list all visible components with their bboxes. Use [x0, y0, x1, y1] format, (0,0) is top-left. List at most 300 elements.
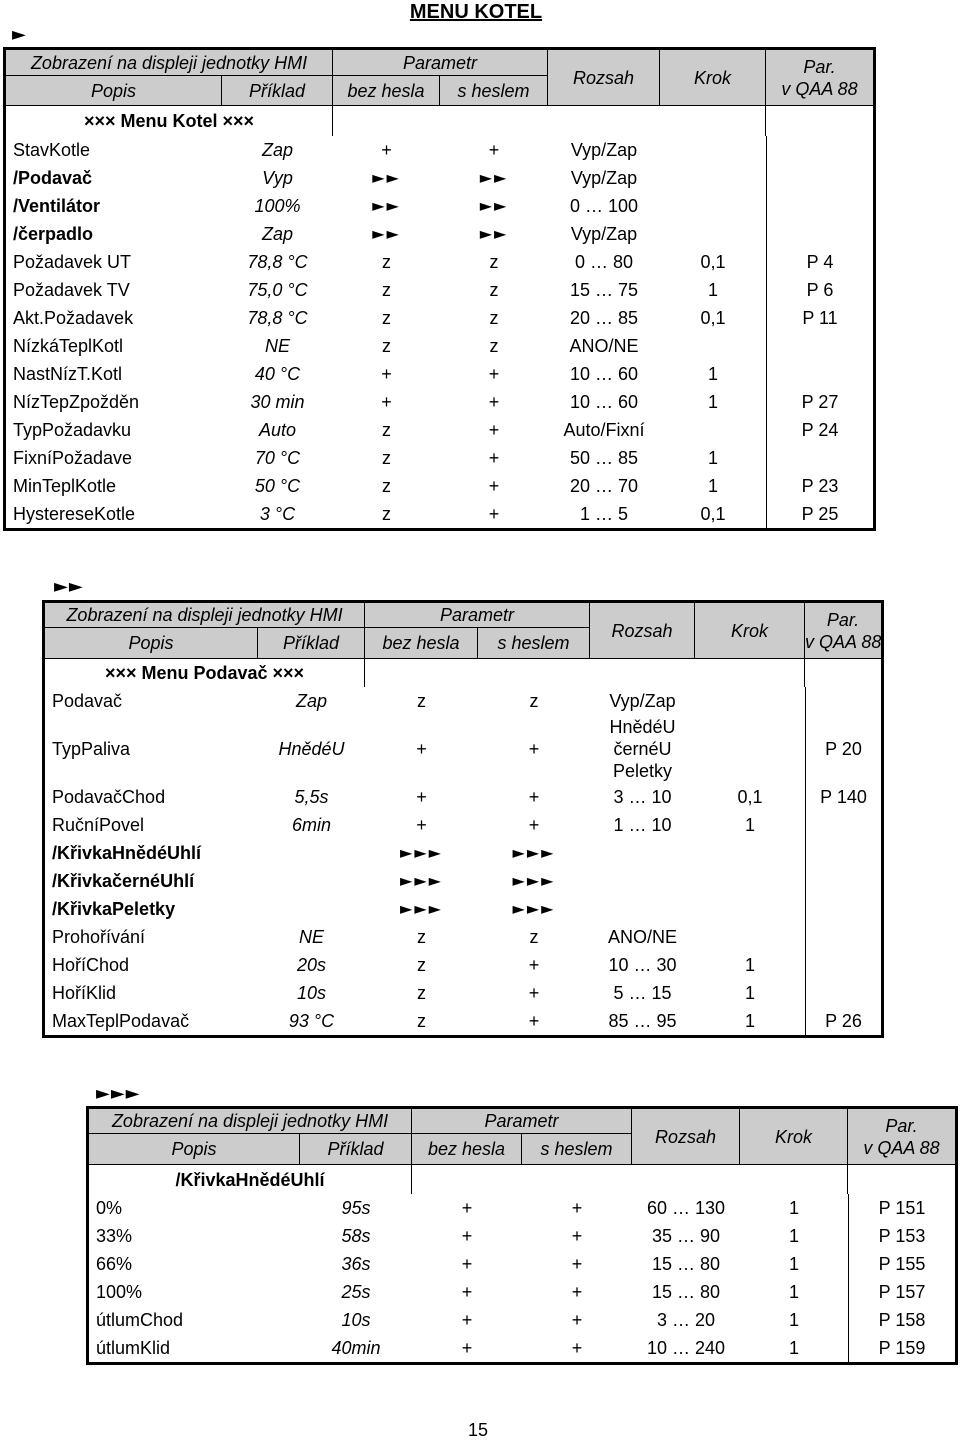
cell-example: Vyp: [262, 168, 293, 188]
cell-range: 85 … 95: [608, 1011, 677, 1031]
cell-par: P 11: [766, 304, 873, 332]
cell-par: [805, 923, 881, 951]
cell-example: Zap: [261, 140, 294, 160]
cell-range: 1 … 5: [580, 504, 629, 524]
cell-description: útlumKlid: [96, 1338, 171, 1358]
table-row: [89, 1194, 955, 1222]
header-par-line2: v QAA 88: [781, 78, 858, 99]
cell-par: [805, 839, 881, 867]
header-par-line1: Par.: [885, 1115, 918, 1136]
cell-step: 1: [708, 280, 719, 300]
section-spacer: [365, 659, 805, 687]
cell-description: /Ventilátor: [13, 196, 101, 216]
cell-step: [695, 867, 805, 895]
cell-description: /KřivkačernéUhlí: [52, 871, 195, 891]
cell-par: P 153: [848, 1222, 955, 1250]
header-description: Popis: [6, 76, 222, 106]
cell-par: P 26: [805, 1007, 881, 1035]
cell-with-password: z: [489, 280, 499, 300]
cell-description: 66%: [96, 1254, 133, 1274]
cell-with-password: +: [528, 787, 540, 807]
cell-with-password: ►►: [479, 168, 509, 187]
header-with-password: s heslem: [440, 76, 548, 106]
cell-par: [805, 895, 881, 923]
cell-with-password: +: [488, 420, 500, 440]
cell-without-password: z: [417, 955, 427, 975]
cell-example: 40 °C: [254, 364, 301, 384]
cell-description: 33%: [96, 1226, 133, 1246]
cell-without-password: +: [461, 1254, 473, 1274]
cell-range: 35 … 90: [651, 1226, 721, 1246]
section-marker: ►►►: [96, 1083, 141, 1104]
cell-without-password: z: [382, 420, 392, 440]
cell-example: 93 °C: [288, 1011, 335, 1031]
cell-par: [805, 951, 881, 979]
cell-par: [805, 867, 881, 895]
cell-range: Vyp/Zap: [609, 691, 676, 711]
table-row: [45, 951, 881, 979]
section-title: /KřivkaHnědéUhlí: [89, 1165, 412, 1194]
cell-description: Požadavek TV: [13, 280, 130, 300]
cell-example: NE: [265, 336, 291, 356]
header-example: Příklad: [222, 76, 333, 106]
cell-with-password: +: [488, 364, 500, 384]
boiler-menu-table: [3, 47, 876, 531]
table-row: [89, 1278, 955, 1306]
header-parameter: Parametr: [365, 603, 590, 628]
cell-description: TypPaliva: [52, 739, 131, 759]
cell-description: HoříKlid: [52, 983, 117, 1003]
cell-example: 95s: [341, 1198, 371, 1218]
cell-description: RučníPovel: [52, 815, 145, 835]
cell-without-password: z: [382, 476, 392, 496]
header-step: Krok: [660, 50, 766, 106]
header-par-qaa88: [766, 50, 873, 106]
cell-description: útlumChod: [96, 1310, 184, 1330]
cell-range: 10 … 240: [646, 1338, 726, 1358]
cell-par: P 4: [766, 248, 873, 276]
cell-without-password: +: [381, 364, 392, 384]
section-row: [6, 106, 873, 136]
cell-without-password: ►►►: [400, 871, 443, 890]
cell-step: [660, 136, 766, 164]
cell-example: [258, 839, 365, 867]
header-hmi-display: Zobrazení na displeji jednotky HMI: [89, 1109, 412, 1134]
header-parameter: Parametr: [412, 1109, 632, 1134]
table-row: [6, 332, 873, 360]
cell-without-password: ►►: [372, 224, 401, 243]
cell-without-password: z: [417, 1011, 427, 1031]
cell-without-password: +: [416, 815, 427, 835]
cell-example: 10s: [296, 983, 327, 1003]
cell-step: [660, 164, 766, 192]
table-row: [6, 360, 873, 388]
cell-step: [695, 839, 805, 867]
header-example: Příklad: [258, 628, 365, 659]
cell-range: 15 … 75: [569, 280, 639, 300]
cell-example: Auto: [258, 420, 297, 440]
cell-description: Prohořívání: [52, 927, 146, 947]
cell-range: 5 … 15: [613, 983, 672, 1003]
cell-with-password: z: [489, 252, 499, 272]
header-parameter: Parametr: [333, 50, 548, 76]
cell-range: [590, 839, 695, 867]
cell-description: Akt.Požadavek: [13, 308, 134, 328]
table-row: [45, 811, 881, 839]
cell-without-password: z: [382, 252, 392, 272]
table-row: [89, 1334, 955, 1362]
cell-range: 20 … 85: [569, 308, 639, 328]
table-row: [6, 304, 873, 332]
cell-example: 50 °C: [254, 476, 301, 496]
cell-without-password: +: [461, 1226, 473, 1246]
cell-without-password: z: [382, 336, 392, 356]
table-row: [6, 472, 873, 500]
header-step: Krok: [740, 1109, 848, 1165]
cell-range: [590, 867, 695, 895]
cell-par: P 157: [848, 1278, 955, 1306]
header-par-line1: Par.: [826, 609, 860, 630]
cell-step: 1: [708, 476, 719, 496]
section-par-cell: [805, 659, 881, 687]
header-example: Příklad: [300, 1134, 412, 1165]
cell-step: 1: [789, 1198, 800, 1218]
feeder-menu-table: [42, 600, 884, 1038]
cell-step: 1: [745, 955, 756, 975]
cell-step: [695, 923, 805, 951]
cell-description: Požadavek UT: [13, 252, 132, 272]
cell-range: 3 … 20: [656, 1310, 716, 1330]
cell-par: P 27: [766, 388, 873, 416]
cell-step: 1: [789, 1254, 800, 1274]
table-row: [6, 248, 873, 276]
header-without-password: bez hesla: [365, 628, 478, 659]
section-row: [89, 1165, 955, 1194]
cell-with-password: +: [528, 983, 540, 1003]
cell-par: [805, 687, 881, 715]
cell-without-password: ►►: [372, 168, 401, 187]
cell-without-password: z: [382, 448, 392, 468]
cell-step: 0,1: [737, 787, 763, 807]
cell-range: [590, 715, 695, 783]
cell-with-password: +: [528, 955, 540, 975]
cell-with-password: +: [488, 448, 500, 468]
cell-example: 3 °C: [259, 504, 296, 524]
cell-range: Vyp/Zap: [570, 140, 638, 160]
cell-par: P 23: [766, 472, 873, 500]
header-with-password: s heslem: [478, 628, 590, 659]
cell-par: [766, 444, 873, 472]
cell-par: [766, 136, 873, 164]
cell-example: 70 °C: [254, 448, 301, 468]
section-title: ××× Menu Podavač ×××: [45, 659, 365, 687]
cell-par: P 6: [766, 276, 873, 304]
cell-with-password: z: [489, 308, 499, 328]
cell-without-password: ►►►: [400, 843, 443, 862]
cell-step: 1: [789, 1310, 800, 1330]
cell-description: /Podavač: [13, 168, 93, 188]
cell-range: 50 … 85: [569, 448, 639, 468]
cell-line: HnědéU: [609, 717, 676, 737]
cell-description: HoříChod: [52, 955, 130, 975]
cell-par: [805, 979, 881, 1007]
cell-without-password: +: [461, 1310, 473, 1330]
table-row: [45, 1007, 881, 1035]
table-row: [45, 715, 881, 783]
cell-description: MaxTeplPodavač: [52, 1011, 190, 1031]
table-row: [6, 388, 873, 416]
cell-step: [660, 416, 766, 444]
header-par-line2: v QAA 88: [863, 1137, 940, 1158]
cell-example: 6min: [292, 815, 332, 835]
table-row: [45, 783, 881, 811]
cell-without-password: +: [461, 1198, 473, 1218]
cell-range: 3 … 10: [613, 787, 672, 807]
cell-description: FixníPožadave: [13, 448, 133, 468]
cell-par: P 20: [805, 715, 881, 783]
cell-par: P 24: [766, 416, 873, 444]
cell-step: 1: [708, 392, 719, 412]
table-row: [45, 923, 881, 951]
table-row: [89, 1306, 955, 1334]
table-body: [89, 1165, 955, 1362]
header-range: Rozsah: [548, 50, 660, 106]
cell-without-password: z: [417, 691, 427, 711]
cell-example: 75,0 °C: [247, 280, 308, 300]
cell-range: ANO/NE: [569, 336, 639, 356]
header-par-line1: Par.: [803, 56, 836, 77]
cell-example: [258, 895, 365, 923]
cell-par: [766, 220, 873, 248]
table-body: [6, 106, 873, 528]
cell-par: P 25: [766, 500, 873, 528]
table-row: [6, 136, 873, 164]
section-par-cell: [766, 106, 873, 136]
cell-without-password: +: [461, 1338, 473, 1358]
cell-with-password: z: [489, 336, 499, 356]
table-body: [45, 659, 881, 1035]
cell-example: 78,8 °C: [247, 308, 308, 328]
section-marker: ►: [12, 24, 27, 45]
cell-with-password: +: [528, 739, 540, 759]
header-range: Rozsah: [632, 1109, 740, 1165]
cell-description: /KřivkaHnědéUhlí: [52, 843, 202, 863]
cell-with-password: +: [571, 1226, 583, 1246]
cell-line: Peletky: [613, 761, 673, 781]
cell-without-password: z: [382, 308, 392, 328]
cell-par: P 140: [805, 783, 881, 811]
table-row: [45, 867, 881, 895]
cell-with-password: +: [488, 140, 500, 160]
cell-range: 60 … 130: [646, 1198, 726, 1218]
cell-step: 1: [789, 1338, 800, 1358]
cell-range: 0 … 80: [574, 252, 634, 272]
cell-description: TypPožadavku: [13, 420, 132, 440]
cell-with-password: ►►►: [512, 871, 556, 890]
cell-step: [660, 332, 766, 360]
cell-with-password: +: [571, 1282, 583, 1302]
cell-without-password: +: [416, 787, 427, 807]
table-row: [6, 192, 873, 220]
cell-with-password: z: [529, 927, 539, 947]
cell-example: 40min: [331, 1338, 381, 1358]
cell-example: 36s: [341, 1254, 371, 1274]
section-title: ××× Menu Kotel ×××: [6, 106, 333, 136]
cell-description: HystereseKotle: [13, 504, 136, 524]
header-without-password: bez hesla: [333, 76, 440, 106]
cell-range: 0 … 100: [569, 196, 639, 216]
cell-description: MinTeplKotle: [13, 476, 117, 496]
cell-with-password: ►►: [479, 196, 509, 215]
cell-step: [695, 895, 805, 923]
table-row: [6, 220, 873, 248]
cell-with-password: +: [488, 476, 500, 496]
cell-example: 25s: [341, 1282, 371, 1302]
table-row: [45, 979, 881, 1007]
cell-par: P 155: [848, 1250, 955, 1278]
cell-description: PodavačChod: [52, 787, 166, 807]
header-with-password: s heslem: [522, 1134, 632, 1165]
cell-step: 1: [745, 1011, 756, 1031]
cell-without-password: z: [382, 504, 392, 524]
brown-coal-curve-table: [86, 1106, 958, 1365]
cell-without-password: ►►►: [400, 899, 443, 918]
cell-range: [590, 895, 695, 923]
cell-example: 58s: [341, 1226, 371, 1246]
cell-example: 30 min: [250, 392, 305, 412]
cell-step: 0,1: [700, 252, 726, 272]
cell-example: HnědéU: [278, 739, 345, 759]
section-spacer: [412, 1165, 848, 1194]
header-par-qaa88: [848, 1109, 955, 1165]
page-number: 15: [467, 1420, 489, 1440]
cell-range: 15 … 80: [651, 1254, 721, 1274]
cell-with-password: z: [529, 691, 539, 711]
cell-without-password: z: [382, 280, 392, 300]
cell-step: 0,1: [700, 308, 726, 328]
cell-example: 10s: [341, 1310, 371, 1330]
cell-line: černéU: [613, 739, 672, 759]
cell-range: 1 … 10: [613, 815, 672, 835]
cell-with-password: +: [571, 1198, 583, 1218]
cell-without-password: +: [461, 1282, 473, 1302]
cell-range: 10 … 60: [569, 364, 639, 384]
cell-description: Podavač: [52, 691, 123, 711]
table-row: [6, 164, 873, 192]
header-par-qaa88: [805, 603, 881, 659]
cell-step: [660, 192, 766, 220]
cell-step: 1: [708, 448, 719, 468]
cell-with-password: +: [488, 392, 500, 412]
header-hmi-display: Zobrazení na displeji jednotky HMI: [6, 50, 333, 76]
cell-description: StavKotle: [13, 140, 91, 160]
cell-with-password: ►►►: [512, 843, 556, 862]
cell-with-password: ►►►: [512, 899, 556, 918]
table-row: [45, 839, 881, 867]
table-row: [6, 444, 873, 472]
cell-par: [766, 164, 873, 192]
cell-without-password: z: [417, 927, 427, 947]
cell-range: 10 … 60: [569, 392, 639, 412]
table-row: [45, 687, 881, 715]
cell-without-password: +: [381, 140, 392, 160]
table-row: [89, 1250, 955, 1278]
cell-description: /čerpadlo: [13, 224, 94, 244]
cell-step: [695, 715, 805, 783]
header-hmi-display: Zobrazení na displeji jednotky HMI: [45, 603, 365, 628]
table-row: [6, 416, 873, 444]
section-spacer: [333, 106, 766, 136]
table-row: [6, 276, 873, 304]
cell-description: NízkáTeplKotl: [13, 336, 124, 356]
cell-range: 20 … 70: [569, 476, 639, 496]
cell-description: 0%: [96, 1198, 123, 1218]
cell-with-password: +: [571, 1310, 583, 1330]
cell-with-password: +: [571, 1254, 583, 1274]
cell-step: [695, 687, 805, 715]
table-row: [89, 1222, 955, 1250]
cell-step: 1: [789, 1282, 800, 1302]
cell-description: 100%: [96, 1282, 143, 1302]
table-row: [45, 895, 881, 923]
cell-step: 1: [789, 1226, 800, 1246]
cell-example: [258, 867, 365, 895]
cell-range: Vyp/Zap: [570, 224, 638, 244]
cell-par: P 151: [848, 1194, 955, 1222]
cell-with-password: ►►: [479, 224, 509, 243]
cell-with-password: +: [571, 1338, 583, 1358]
cell-example: NE: [299, 927, 325, 947]
header-range: Rozsah: [590, 603, 695, 659]
cell-example: Zap: [261, 224, 294, 244]
header-without-password: bez hesla: [412, 1134, 522, 1165]
section-row: [45, 659, 881, 687]
cell-without-password: z: [417, 983, 427, 1003]
cell-example: 78,8 °C: [247, 252, 308, 272]
cell-description: NízTepZpožděn: [13, 392, 140, 412]
cell-example: 5,5s: [294, 787, 329, 807]
cell-par: [766, 192, 873, 220]
header-description: Popis: [45, 628, 258, 659]
cell-range: ANO/NE: [608, 927, 678, 947]
cell-range: 15 … 80: [651, 1282, 721, 1302]
cell-range: 10 … 30: [608, 955, 677, 975]
cell-step: [660, 220, 766, 248]
header-description: Popis: [89, 1134, 300, 1165]
cell-step: 0,1: [700, 504, 726, 524]
cell-par: P 158: [848, 1306, 955, 1334]
cell-with-password: +: [488, 504, 500, 524]
header-par-line2: v QAA 88: [805, 631, 882, 652]
cell-range: Auto/Fixní: [563, 420, 645, 440]
cell-without-password: ►►: [372, 196, 401, 215]
cell-step: 1: [708, 364, 719, 384]
cell-step: 1: [745, 815, 756, 835]
table-row: [6, 500, 873, 528]
cell-with-password: +: [528, 815, 540, 835]
cell-without-password: +: [381, 392, 392, 412]
cell-par: P 159: [848, 1334, 955, 1362]
cell-description: /KřivkaPeletky: [52, 899, 176, 919]
section-marker: ►►: [54, 576, 84, 597]
cell-example: 100%: [254, 196, 301, 216]
cell-par: [766, 360, 873, 388]
page-title: MENU KOTEL: [409, 1, 543, 23]
cell-with-password: +: [528, 1011, 540, 1031]
cell-without-password: +: [416, 739, 427, 759]
cell-range: Vyp/Zap: [570, 168, 638, 188]
cell-par: [805, 811, 881, 839]
